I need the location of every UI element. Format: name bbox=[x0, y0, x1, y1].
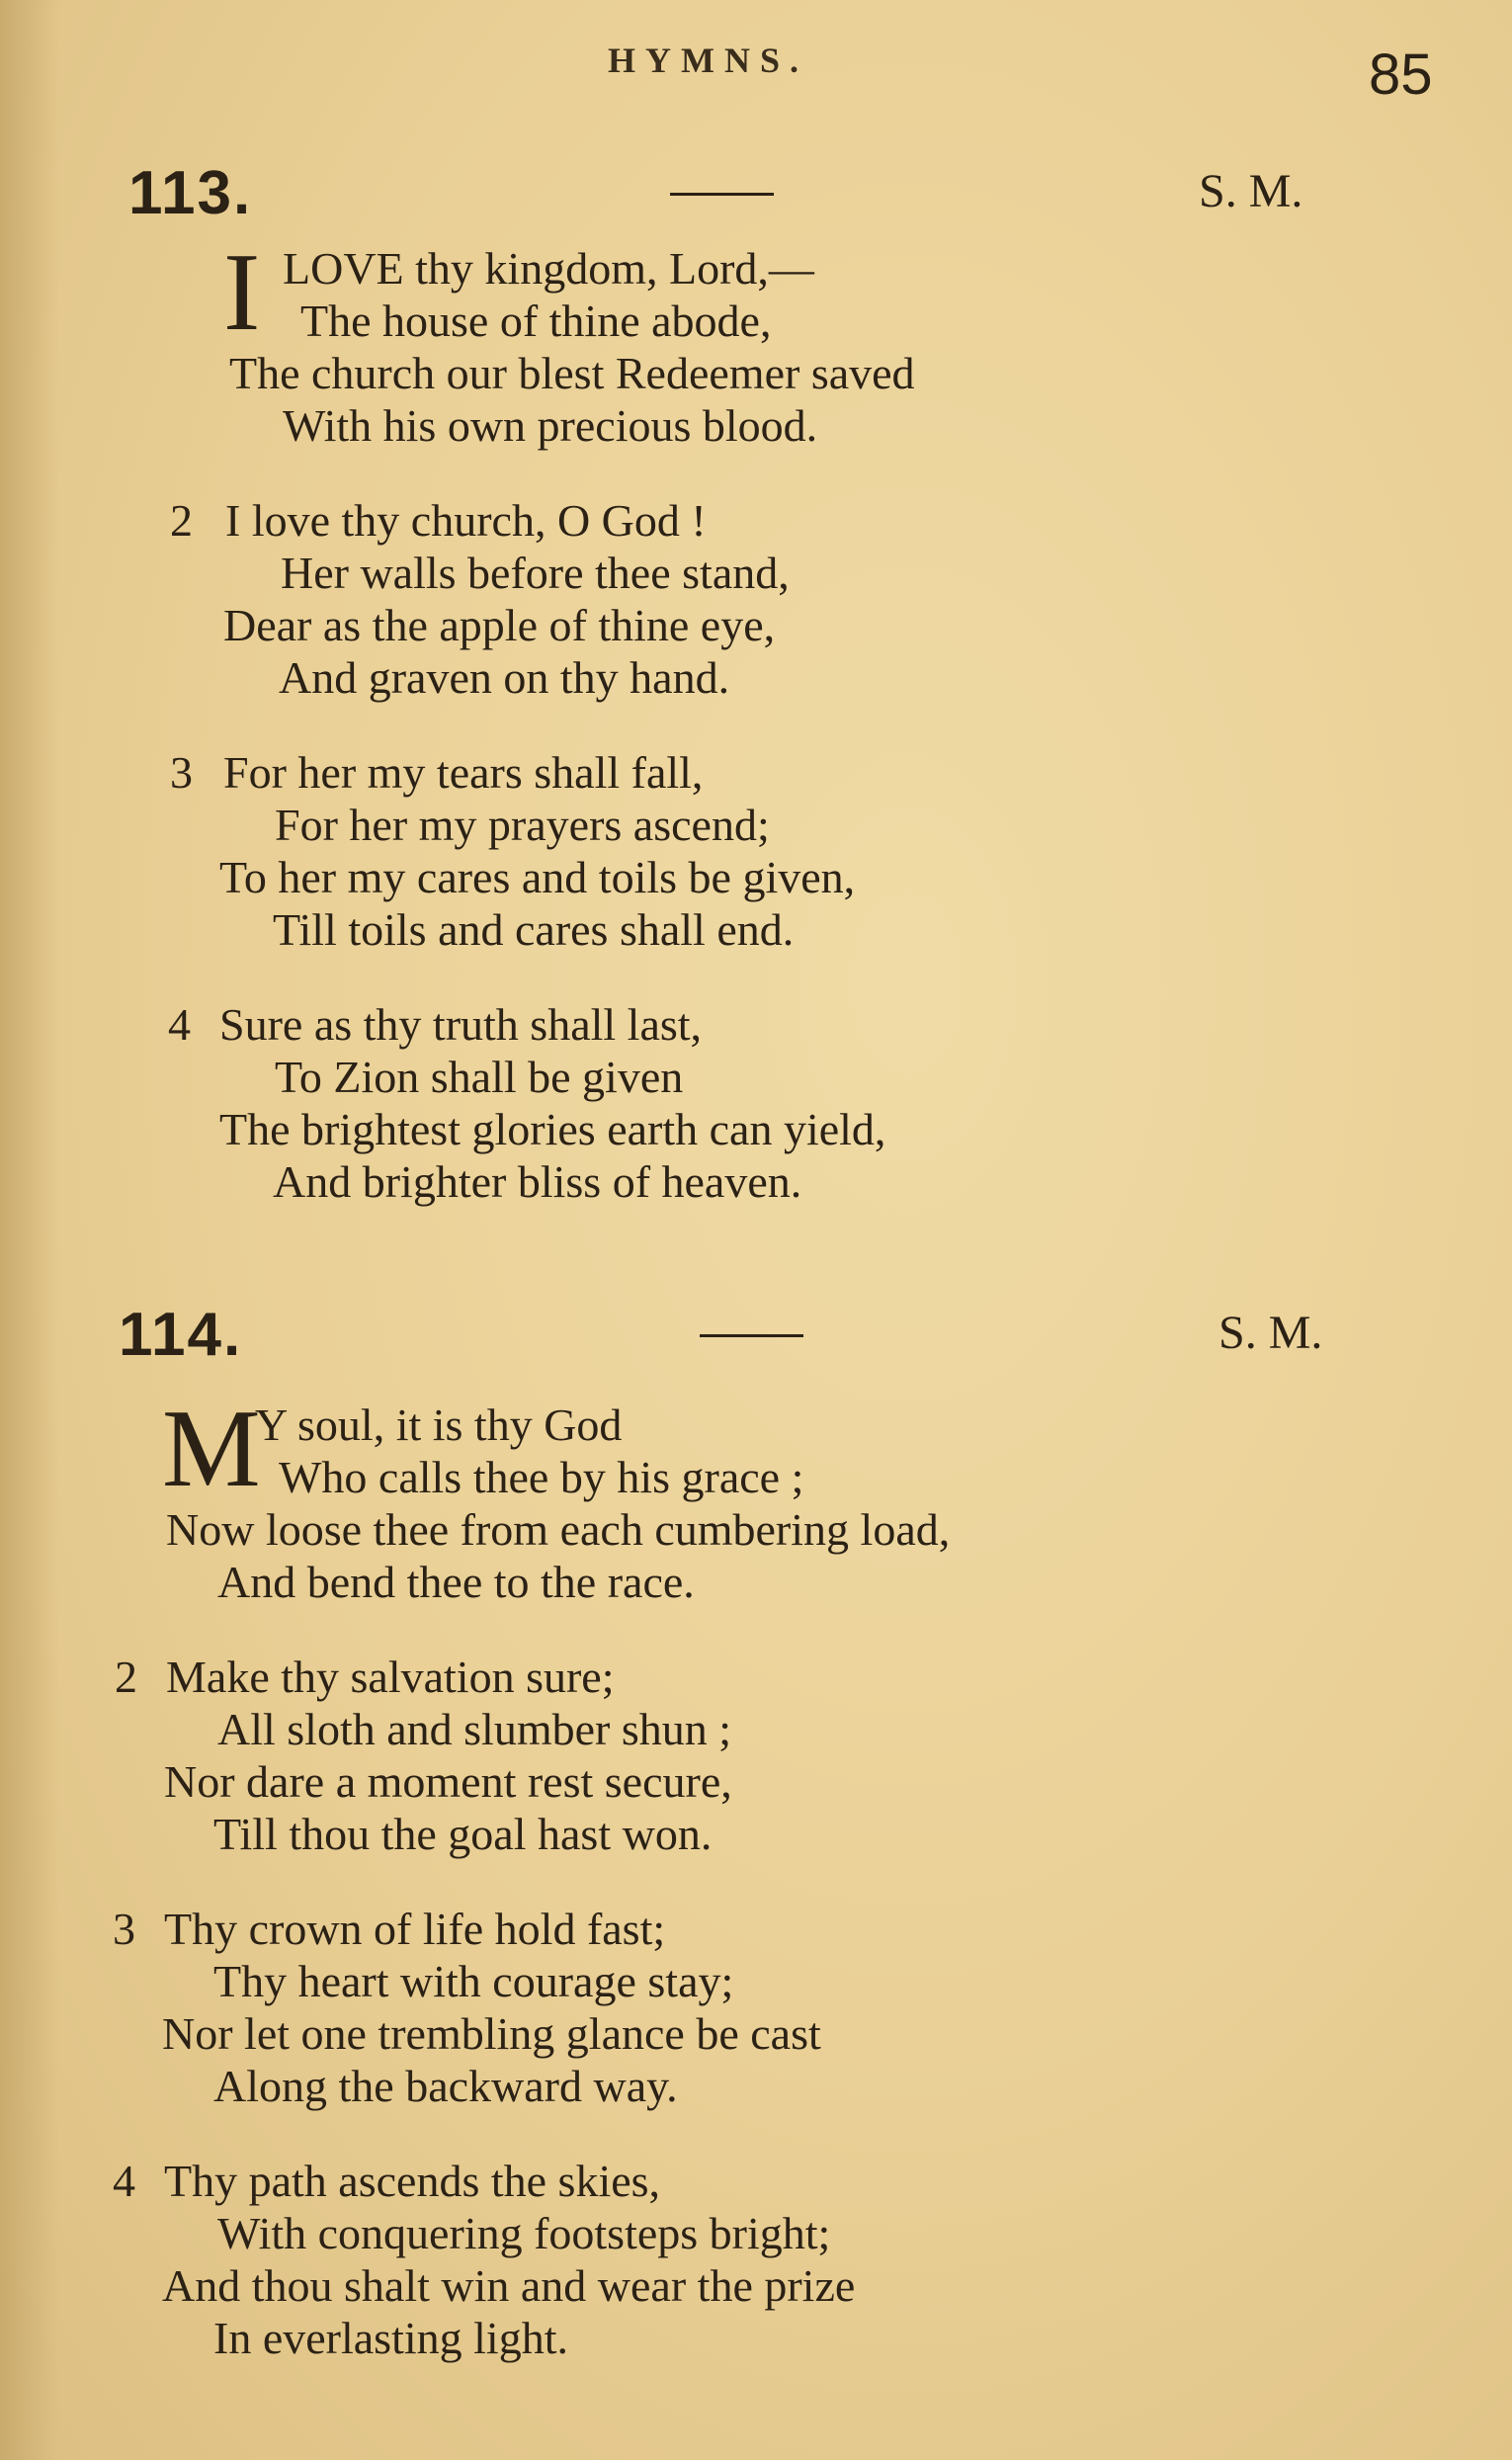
hymn-meter: S. M. bbox=[1199, 165, 1303, 217]
drop-cap: I bbox=[223, 231, 261, 354]
verse-line: Nor let one trembling glance be cast bbox=[162, 2008, 821, 2059]
running-head: HYMNS. bbox=[608, 41, 808, 80]
verse-line: For her my tears shall fall, bbox=[223, 747, 704, 798]
verse-line: The brightest glories earth can yield, bbox=[219, 1104, 886, 1154]
hymn-rule bbox=[670, 193, 774, 196]
verse-line: And bend thee to the race. bbox=[217, 1557, 695, 1607]
verse-line: Now loose thee from each cumbering load, bbox=[166, 1504, 951, 1555]
stanza-number: 3 bbox=[113, 1904, 135, 1954]
verse-line: Thy path ascends the skies, bbox=[164, 2156, 661, 2206]
hymn-meter: S. M. bbox=[1218, 1307, 1323, 1359]
verse-line: Nor dare a moment rest secure, bbox=[164, 1756, 732, 1807]
verse-line: The church our blest Redeemer saved bbox=[229, 348, 915, 398]
stanza-number: 4 bbox=[113, 2156, 135, 2206]
verse-line: Sure as thy truth shall last, bbox=[219, 999, 703, 1050]
stanza-number: 3 bbox=[170, 747, 193, 798]
verse-line: Make thy salvation sure; bbox=[166, 1652, 615, 1702]
stanza-number: 2 bbox=[170, 495, 193, 546]
hymn-number: 113. bbox=[128, 159, 253, 227]
verse-line: Till toils and cares shall end. bbox=[273, 904, 795, 955]
verse-line: In everlasting light. bbox=[213, 2313, 568, 2363]
verse-line: Thy crown of life hold fast; bbox=[164, 1904, 666, 1954]
stanza-number: 4 bbox=[168, 999, 191, 1050]
verse-line: Y soul, it is thy God bbox=[255, 1400, 623, 1450]
verse-line: Thy heart with courage stay; bbox=[213, 1956, 734, 2006]
verse-line: To Zion shall be given bbox=[275, 1052, 684, 1102]
verse-line: And brighter bliss of heaven. bbox=[273, 1156, 802, 1207]
verse-line: With his own precious blood. bbox=[283, 400, 818, 451]
verse-line: For her my prayers ascend; bbox=[275, 800, 770, 850]
verse-line: And thou shalt win and wear the prize bbox=[162, 2260, 856, 2311]
verse-line: Dear as the apple of thine eye, bbox=[223, 600, 776, 650]
verse-line: All sloth and slumber shun ; bbox=[217, 1704, 732, 1754]
verse-line: Along the backward way. bbox=[213, 2061, 678, 2111]
verse-line: Who calls thee by his grace ; bbox=[279, 1452, 804, 1502]
hymn-rule bbox=[700, 1334, 803, 1337]
verse-line: The house of thine abode, bbox=[300, 296, 772, 346]
verse-line: And graven on thy hand. bbox=[279, 652, 730, 703]
stanza-number: 2 bbox=[115, 1652, 137, 1702]
hymn-number: 114. bbox=[119, 1301, 243, 1369]
verse-line: Her walls before thee stand, bbox=[281, 548, 790, 598]
verse-line: LOVE thy kingdom, Lord,— bbox=[283, 243, 814, 294]
verse-line: I love thy church, O God ! bbox=[225, 495, 707, 546]
verse-line: With conquering footsteps bright; bbox=[217, 2208, 831, 2258]
page-gutter-shadow bbox=[0, 0, 59, 2460]
page-number: 85 bbox=[1369, 42, 1433, 107]
verse-line: Till thou the goal hast won. bbox=[213, 1809, 713, 1859]
verse-line: To her my cares and toils be given, bbox=[219, 852, 856, 902]
drop-cap: M bbox=[162, 1388, 261, 1510]
